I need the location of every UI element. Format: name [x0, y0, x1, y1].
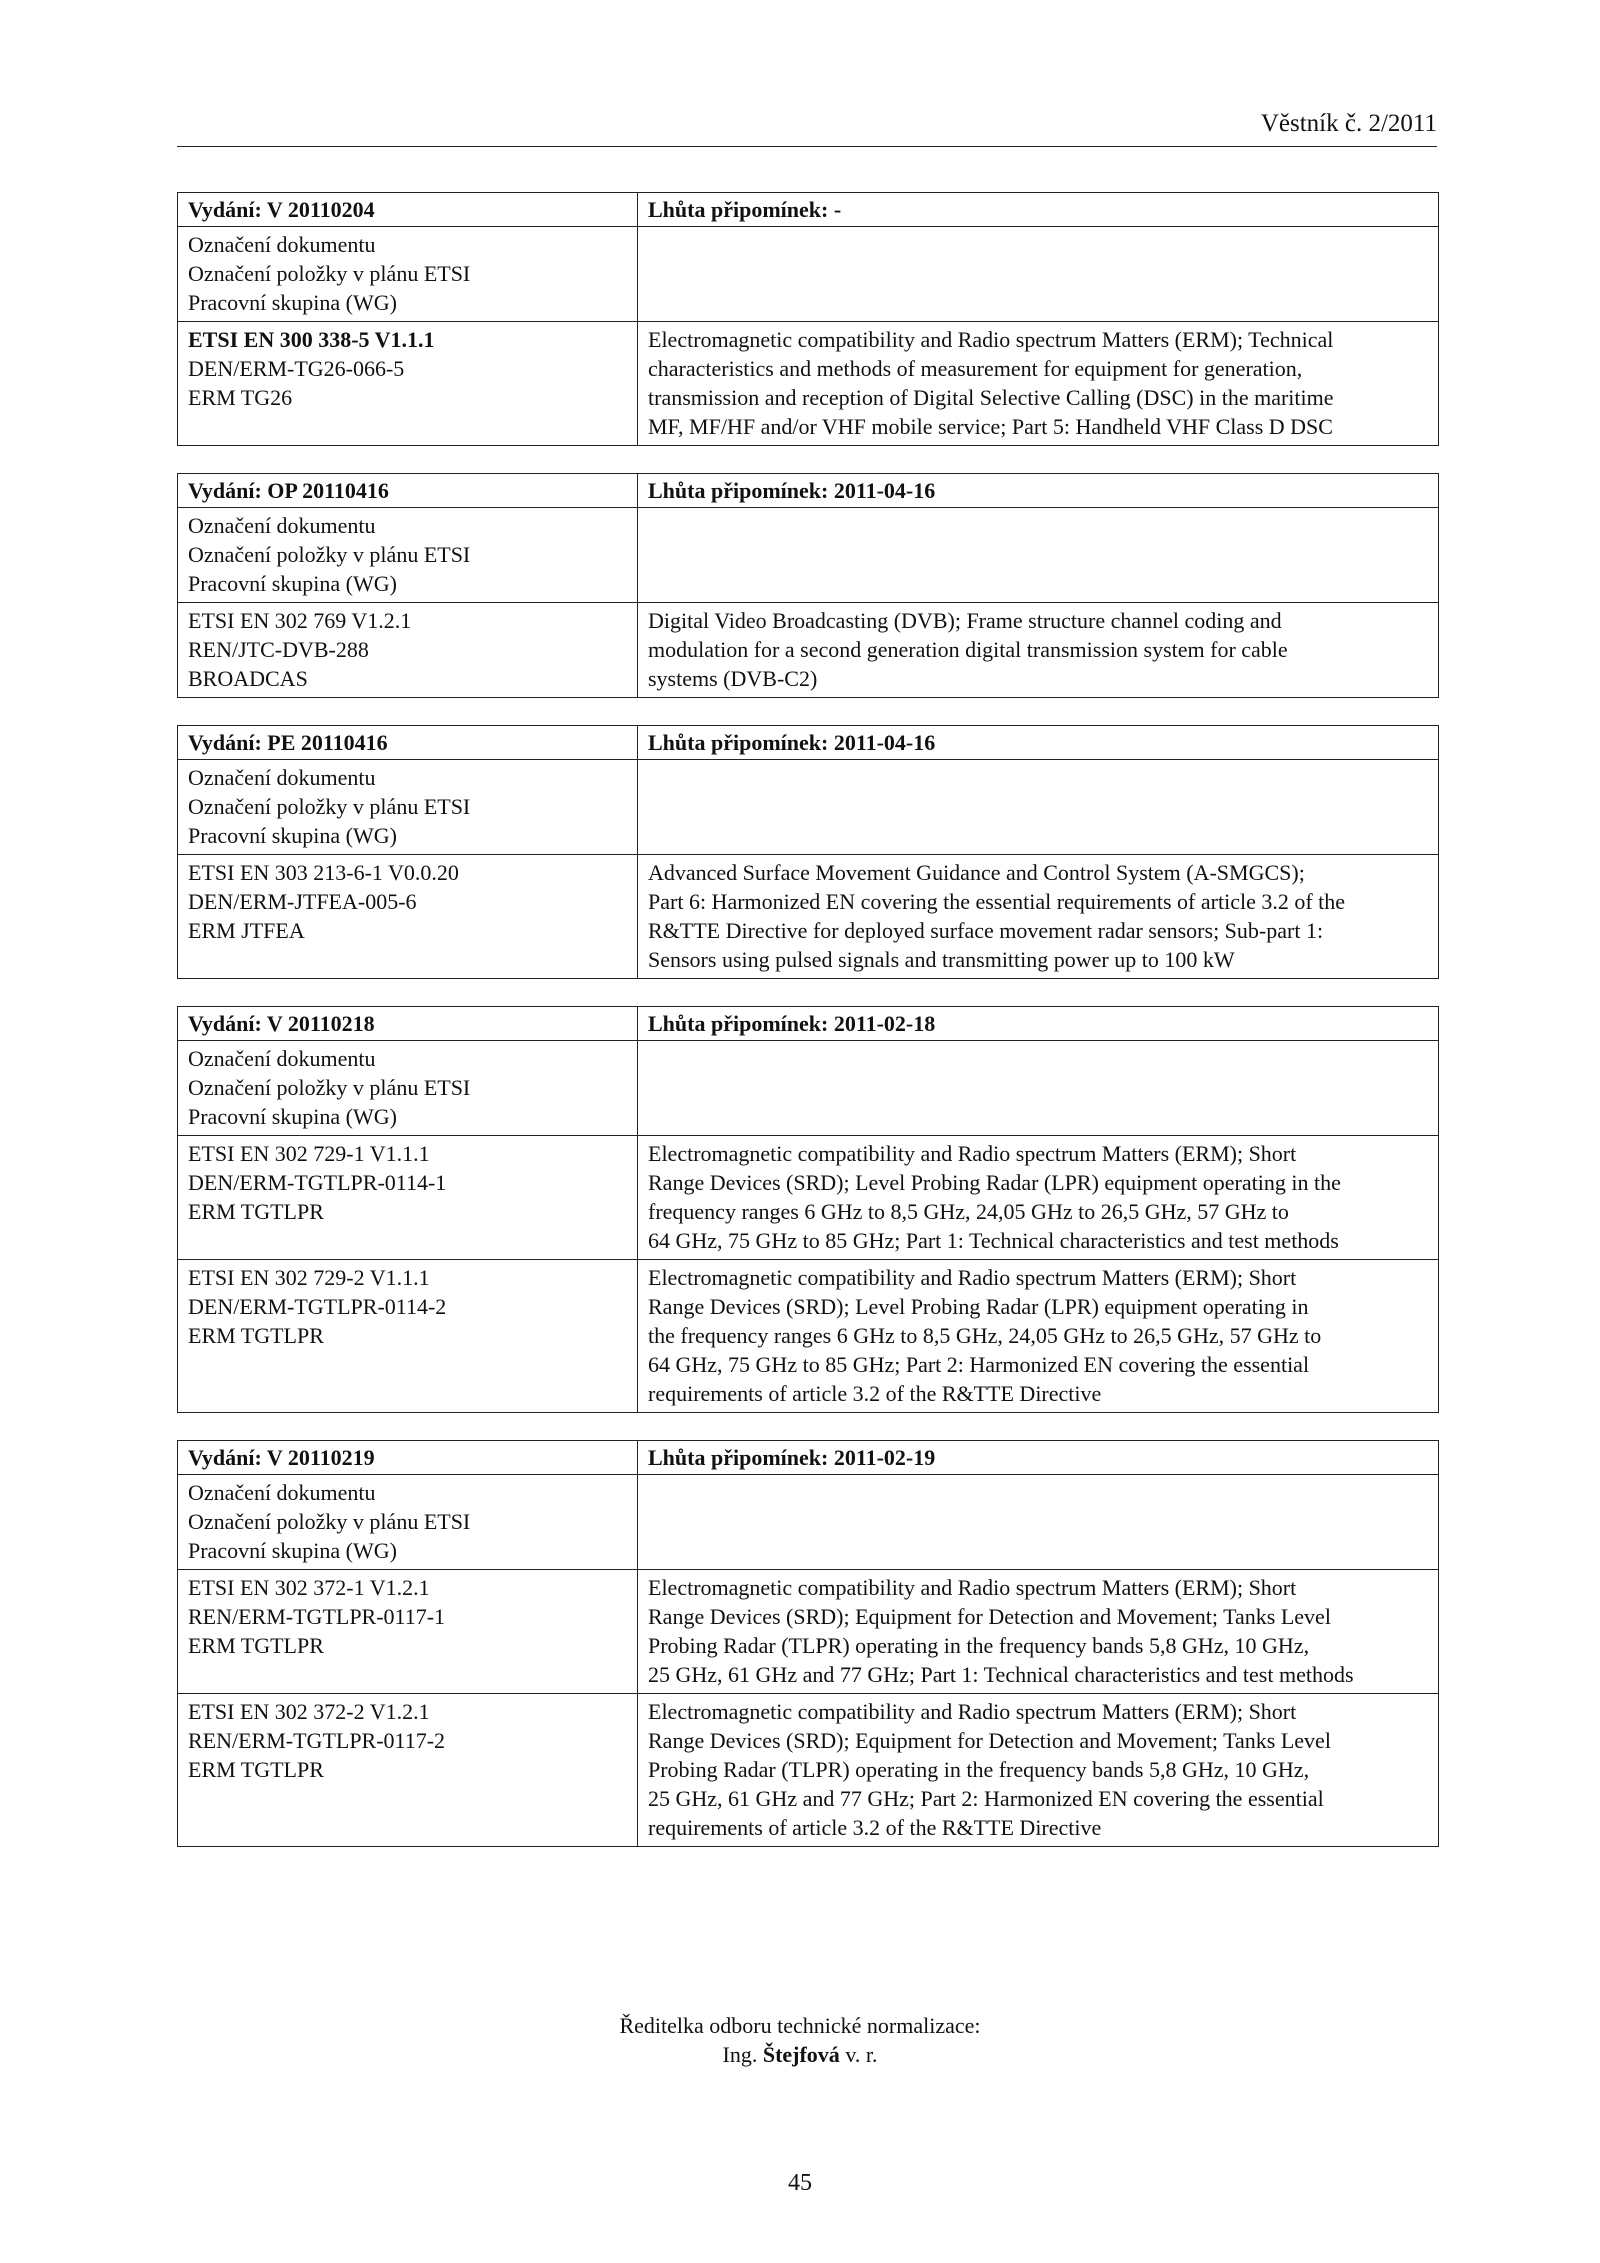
- comment-deadline: Lhůta připomínek: 2011-02-18: [638, 1007, 1439, 1041]
- document-description: [638, 1260, 1439, 1413]
- document-ids: [178, 1260, 638, 1413]
- document-ids: [178, 1570, 638, 1694]
- table-label-row: [178, 1475, 1439, 1570]
- standard-table: [177, 192, 1439, 446]
- working-group: ERM JTFEA: [188, 918, 305, 943]
- plan-item-id: REN/ERM-TGTLPR-0117-1: [188, 1604, 446, 1629]
- signature-block: [0, 2011, 1600, 2069]
- working-group: ERM TG26: [188, 385, 293, 410]
- plan-item-id: REN/JTC-DVB-288: [188, 637, 369, 662]
- description-line: Digital Video Broadcasting (DVB); Frame structure channel coding and: [648, 608, 1282, 633]
- description-line: the frequency ranges 6 GHz to 8,5 GHz, 24,05 GHz to 26,5 GHz, 57 GHz to: [648, 1323, 1322, 1348]
- page-header: [177, 110, 1437, 147]
- description-line: Electromagnetic compatibility and Radio spectrum Matters (ERM); Technical: [648, 327, 1334, 352]
- document-number: ETSI EN 302 729-2 V1.1.1: [188, 1265, 430, 1290]
- plan-item-id: DEN/ERM-TG26-066-5: [188, 356, 405, 381]
- description-line: R&TTE Directive for deployed surface movement radar sensors; Sub-part 1:: [648, 918, 1324, 943]
- standard-table: [177, 473, 1439, 698]
- table-label-row: [178, 760, 1439, 855]
- table-header-row: [178, 726, 1439, 760]
- document-description: [638, 603, 1439, 698]
- document-number: ETSI EN 302 729-1 V1.1.1: [188, 1141, 430, 1166]
- table-label-row: [178, 1041, 1439, 1136]
- working-group: ERM TGTLPR: [188, 1323, 324, 1348]
- document-description: [638, 322, 1439, 446]
- table-header-row: [178, 193, 1439, 227]
- document-number: ETSI EN 302 769 V1.2.1: [188, 608, 412, 633]
- description-line: 64 GHz, 75 GHz to 85 GHz; Part 2: Harmonized EN covering the essential: [648, 1352, 1310, 1377]
- description-line: Probing Radar (TLPR) operating in the frequency bands 5,8 GHz, 10 GHz,: [648, 1757, 1310, 1782]
- description-line: requirements of article 3.2 of the R&TTE Directive: [648, 1381, 1102, 1406]
- field-label: Označení dokumentu: [188, 765, 376, 790]
- comment-deadline: Lhůta připomínek: -: [638, 193, 1439, 227]
- plan-item-id: DEN/ERM-TGTLPR-0114-2: [188, 1294, 447, 1319]
- empty-cell: [638, 508, 1439, 603]
- description-line: Advanced Surface Movement Guidance and Control System (A-SMGCS);: [648, 860, 1305, 885]
- table-row: [178, 322, 1439, 446]
- table-header-row: [178, 1007, 1439, 1041]
- field-label: Pracovní skupina (WG): [188, 1538, 397, 1563]
- comment-deadline: Lhůta připomínek: 2011-04-16: [638, 474, 1439, 508]
- empty-cell: [638, 760, 1439, 855]
- table-row: [178, 603, 1439, 698]
- field-label: Označení položky v plánu ETSI: [188, 542, 471, 567]
- table-label-row: [178, 508, 1439, 603]
- description-line: frequency ranges 6 GHz to 8,5 GHz, 24,05 GHz to 26,5 GHz, 57 GHz to: [648, 1199, 1289, 1224]
- document-ids: [178, 322, 638, 446]
- plan-item-id: REN/ERM-TGTLPR-0117-2: [188, 1728, 446, 1753]
- empty-cell: [638, 227, 1439, 322]
- standard-table: [177, 725, 1439, 979]
- document-ids: [178, 603, 638, 698]
- empty-cell: [638, 1041, 1439, 1136]
- field-label: Pracovní skupina (WG): [188, 290, 397, 315]
- description-line: characteristics and methods of measurement for equipment for generation,: [648, 356, 1303, 381]
- description-line: 25 GHz, 61 GHz and 77 GHz; Part 2: Harmonized EN covering the essential: [648, 1786, 1324, 1811]
- description-line: Electromagnetic compatibility and Radio spectrum Matters (ERM); Short: [648, 1699, 1297, 1724]
- description-line: modulation for a second generation digital transmission system for cable: [648, 637, 1288, 662]
- signature-name-suffix: v. r.: [845, 2042, 878, 2067]
- standard-table: [177, 1006, 1439, 1413]
- comment-deadline: Lhůta připomínek: 2011-02-19: [638, 1441, 1439, 1475]
- table-row: [178, 1260, 1439, 1413]
- field-label: Označení dokumentu: [188, 232, 376, 257]
- field-labels: [178, 227, 638, 322]
- signature-role: Ředitelka odboru technické normalizace:: [619, 2013, 981, 2038]
- document-number: ETSI EN 300 338-5 V1.1.1: [188, 327, 435, 352]
- bulletin-title: Věstník č. 2/2011: [1260, 110, 1437, 137]
- field-labels: [178, 1475, 638, 1570]
- table-label-row: [178, 227, 1439, 322]
- document-description: [638, 1570, 1439, 1694]
- field-labels: [178, 508, 638, 603]
- document-ids: [178, 1694, 638, 1847]
- field-label: Pracovní skupina (WG): [188, 1104, 397, 1129]
- description-line: systems (DVB-C2): [648, 666, 818, 691]
- document-ids: [178, 855, 638, 979]
- description-line: Range Devices (SRD); Equipment for Detection and Movement; Tanks Level: [648, 1604, 1331, 1629]
- issue-code: Vydání: V 20110218: [178, 1007, 638, 1041]
- page-number: 45: [788, 2170, 812, 2196]
- field-label: Označení položky v plánu ETSI: [188, 794, 471, 819]
- description-line: Electromagnetic compatibility and Radio spectrum Matters (ERM); Short: [648, 1265, 1297, 1290]
- description-line: Range Devices (SRD); Level Probing Radar (LPR) equipment operating in: [648, 1294, 1309, 1319]
- issue-code: Vydání: PE 20110416: [178, 726, 638, 760]
- description-line: Range Devices (SRD); Equipment for Detection and Movement; Tanks Level: [648, 1728, 1331, 1753]
- document-number: ETSI EN 302 372-2 V1.2.1: [188, 1699, 430, 1724]
- document-ids: [178, 1136, 638, 1260]
- table-header-row: [178, 474, 1439, 508]
- working-group: ERM TGTLPR: [188, 1199, 324, 1224]
- comment-deadline: Lhůta připomínek: 2011-04-16: [638, 726, 1439, 760]
- working-group: ERM TGTLPR: [188, 1757, 324, 1782]
- signature-name-line: [0, 2040, 1600, 2069]
- standard-table: [177, 1440, 1439, 1847]
- signature-name: Štejfová: [762, 2042, 840, 2067]
- field-label: Označení dokumentu: [188, 1480, 376, 1505]
- standards-list: [177, 192, 1438, 1874]
- field-labels: [178, 1041, 638, 1136]
- table-row: [178, 1136, 1439, 1260]
- description-line: Part 6: Harmonized EN covering the essential requirements of article 3.2 of the: [648, 889, 1346, 914]
- description-line: Probing Radar (TLPR) operating in the frequency bands 5,8 GHz, 10 GHz,: [648, 1633, 1310, 1658]
- description-line: Electromagnetic compatibility and Radio spectrum Matters (ERM); Short: [648, 1141, 1297, 1166]
- description-line: MF, MF/HF and/or VHF mobile service; Part 5: Handheld VHF Class D DSC: [648, 414, 1333, 439]
- plan-item-id: DEN/ERM-JTFEA-005-6: [188, 889, 417, 914]
- issue-code: Vydání: OP 20110416: [178, 474, 638, 508]
- table-header-row: [178, 1441, 1439, 1475]
- description-line: transmission and reception of Digital Selective Calling (DSC) in the maritime: [648, 385, 1334, 410]
- document-description: [638, 855, 1439, 979]
- description-line: 64 GHz, 75 GHz to 85 GHz; Part 1: Technical characteristics and test methods: [648, 1228, 1339, 1253]
- field-label: Označení dokumentu: [188, 1046, 376, 1071]
- field-label: Označení dokumentu: [188, 513, 376, 538]
- description-line: requirements of article 3.2 of the R&TTE Directive: [648, 1815, 1102, 1840]
- document-description: [638, 1694, 1439, 1847]
- plan-item-id: DEN/ERM-TGTLPR-0114-1: [188, 1170, 447, 1195]
- field-label: Označení položky v plánu ETSI: [188, 1509, 471, 1534]
- field-label: Označení položky v plánu ETSI: [188, 1075, 471, 1100]
- description-line: Range Devices (SRD); Level Probing Radar (LPR) equipment operating in the: [648, 1170, 1341, 1195]
- working-group: ERM TGTLPR: [188, 1633, 324, 1658]
- table-row: [178, 1570, 1439, 1694]
- field-label: Pracovní skupina (WG): [188, 571, 397, 596]
- description-line: Sensors using pulsed signals and transmitting power up to 100 kW: [648, 947, 1235, 972]
- field-label: Označení položky v plánu ETSI: [188, 261, 471, 286]
- working-group: BROADCAS: [188, 666, 308, 691]
- empty-cell: [638, 1475, 1439, 1570]
- issue-code: Vydání: V 20110219: [178, 1441, 638, 1475]
- table-row: [178, 1694, 1439, 1847]
- table-row: [178, 855, 1439, 979]
- description-line: Electromagnetic compatibility and Radio spectrum Matters (ERM); Short: [648, 1575, 1297, 1600]
- signature-name-prefix: Ing.: [722, 2042, 758, 2067]
- document-number: ETSI EN 302 372-1 V1.2.1: [188, 1575, 430, 1600]
- field-labels: [178, 760, 638, 855]
- field-label: Pracovní skupina (WG): [188, 823, 397, 848]
- document-description: [638, 1136, 1439, 1260]
- description-line: 25 GHz, 61 GHz and 77 GHz; Part 1: Technical characteristics and test methods: [648, 1662, 1354, 1687]
- issue-code: Vydání: V 20110204: [178, 193, 638, 227]
- document-number: ETSI EN 303 213-6-1 V0.0.20: [188, 860, 459, 885]
